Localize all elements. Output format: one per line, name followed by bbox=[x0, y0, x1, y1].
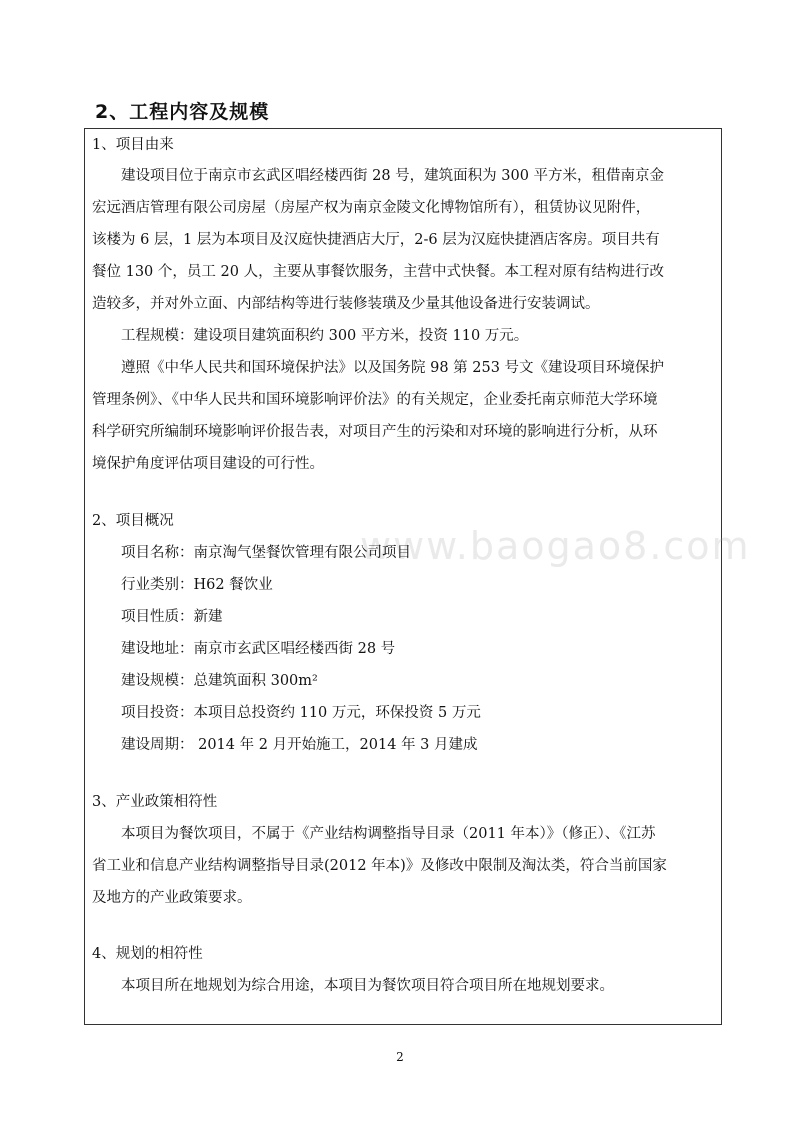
info-line: 建设周期： 2014 年 2 月开始施工，2014 年 3 月建成 bbox=[121, 737, 478, 753]
info-line: 行业类别：H62 餐饮业 bbox=[121, 577, 273, 593]
section-heading-3: 3、产业政策相符性 bbox=[92, 794, 218, 810]
paragraph-line: 造较多，并对外立面、内部结构等进行装修装璜及少量其他设备进行安装调试。 bbox=[92, 296, 600, 312]
section-heading-1: 1、项目由来 bbox=[92, 137, 174, 153]
paragraph-line: 遵照《中华人民共和国环境保护法》以及国务院 98 第 253 号文《建设项目环境保护 bbox=[121, 360, 665, 376]
section-heading-2: 2、项目概况 bbox=[92, 513, 174, 529]
paragraph-line: 省工业和信息产业结构调整指导目录(2012 年本)》及修改中限制及淘汰类，符合当前国家 bbox=[92, 858, 667, 874]
paragraph-line: 及地方的产业政策要求。 bbox=[92, 890, 252, 906]
info-line: 项目名称：南京淘气堡餐饮管理有限公司项目 bbox=[121, 545, 411, 561]
watermark: www.baogao8.com bbox=[360, 524, 751, 568]
paragraph-line: 该楼为 6 层，1 层为本项目及汉庭快捷酒店大厅，2-6 层为汉庭快捷酒店客房。项目共有 bbox=[92, 232, 660, 248]
section-title: 2、工程内容及规模 bbox=[95, 101, 270, 123]
paragraph-line: 本项目为餐饮项目，不属于《产业结构调整指导目录（2011 年本）》（修正）、《江苏 bbox=[121, 826, 656, 842]
section-heading-4: 4、规划的相符性 bbox=[92, 946, 203, 962]
paragraph-line: 工程规模：建设项目建筑面积约 300 平方米，投资 110 万元。 bbox=[121, 328, 529, 344]
page-number: 2 bbox=[396, 1050, 404, 1064]
paragraph-line: 餐位 130 个，员工 20 人，主要从事餐饮服务，主营中式快餐。本工程对原有结构进行改 bbox=[92, 264, 665, 280]
info-line: 项目投资：本项目总投资约 110 万元，环保投资 5 万元 bbox=[121, 705, 481, 721]
info-line: 建设地址：南京市玄武区唱经楼西街 28 号 bbox=[121, 641, 396, 657]
paragraph-line: 管理条例》、《中华人民共和国环境影响评价法》的有关规定，企业委托南京师范大学环境 bbox=[92, 392, 658, 408]
info-line: 项目性质：新建 bbox=[121, 609, 223, 625]
paragraph-line: 科学研究所编制环境影响评价报告表，对项目产生的污染和对环境的影响进行分析，从环 bbox=[92, 424, 658, 440]
info-line: 建设规模：总建筑面积 300m² bbox=[121, 673, 318, 689]
paragraph-line: 境保护角度评估项目建设的可行性。 bbox=[92, 456, 324, 472]
paragraph-line: 宏远酒店管理有限公司房屋（房屋产权为南京金陵文化博物馆所有），租赁协议见附件， bbox=[92, 200, 651, 216]
paragraph-line: 本项目所在地规划为综合用途，本项目为餐饮项目符合项目所在地规划要求。 bbox=[121, 978, 614, 994]
paragraph-line: 建设项目位于南京市玄武区唱经楼西街 28 号，建筑面积为 300 平方米，租借南京金 bbox=[121, 168, 665, 184]
